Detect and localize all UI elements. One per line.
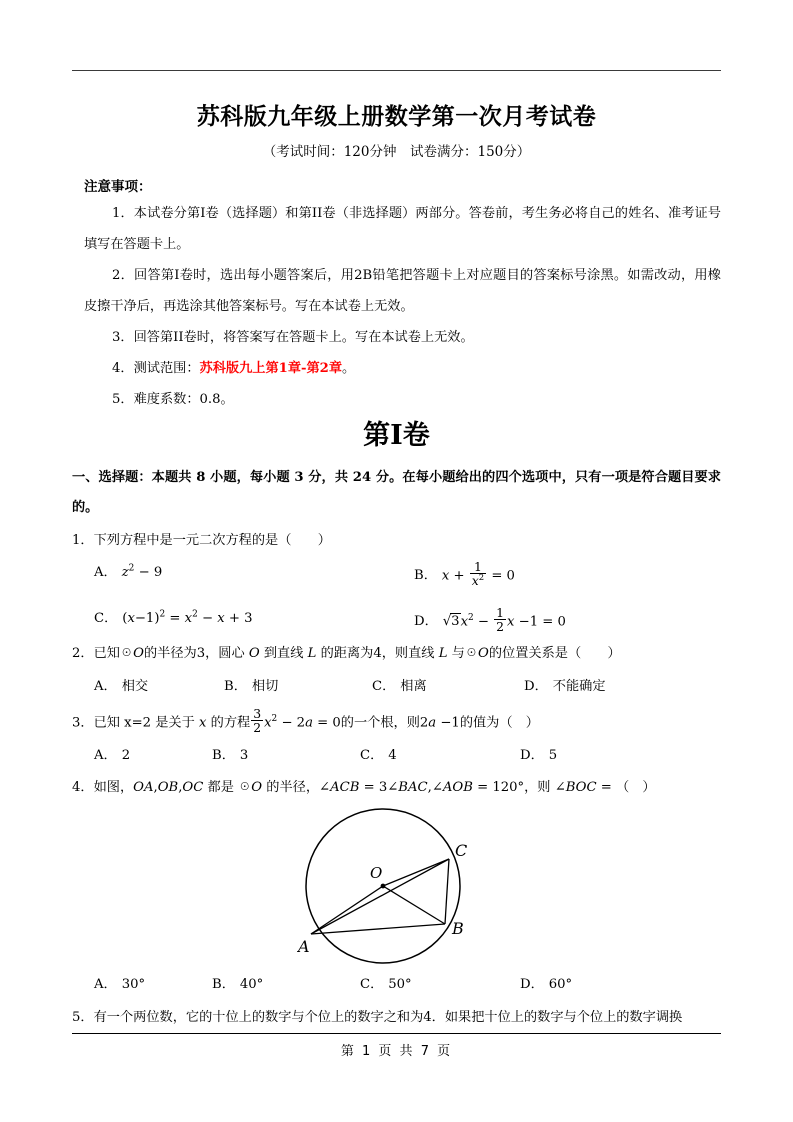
question-2-option-b-label: B． — [224, 679, 247, 694]
question-3-option-d-label: D． — [520, 748, 544, 764]
question-2-option-d-text: 不能确定 — [552, 679, 606, 694]
question-1-options-row-2 — [72, 606, 721, 640]
question-4-options — [72, 972, 721, 994]
question-2-option-a-label: A． — [94, 679, 117, 694]
question-1-option-a[interactable]: A． $z^2 - 9$ — [94, 563, 163, 580]
notice-list — [84, 198, 721, 415]
notice-item-4 — [84, 353, 721, 384]
header-divider — [72, 70, 721, 71]
question-4-option-a[interactable] — [94, 972, 145, 998]
question-4-number: 4． — [72, 780, 94, 795]
notice-item-3: 3．回答第II卷时，将答案写在答题卡上。写在本试卷上无效。 — [112, 330, 474, 345]
question-2 — [72, 641, 721, 696]
question-4-stem: 4．如图，OA,OB,OC 都是 ☉O 的半径，∠ACB = 3∠BAC,∠AOB = 120°，则 ∠BOC = （ ） — [72, 780, 656, 795]
question-4-option-d-text: 60° — [548, 977, 573, 992]
question-4-figure — [72, 806, 721, 975]
question-4-option-c[interactable] — [360, 972, 412, 998]
choice-section-intro: 一、选择题：本题共 8 小题，每小题 3 分，共 24 分。在每小题给出的四个选项中，只有一项是符合题目要求的。 — [72, 470, 721, 515]
question-4-option-b-label: B． — [212, 977, 235, 992]
question-3-option-c-label: C． — [360, 748, 384, 764]
notice-heading: 注意事项： — [84, 179, 152, 195]
notice-item-1: 1．本试卷分第I卷（选择题）和第II卷（非选择题）两部分。答卷前，考生务必将自己的姓名、准考证号填写在答题卡上。 — [84, 206, 721, 252]
question-2-stem: 2．已知☉O的半径为3，圆心 O 到直线 L 的距离为4，则直线 L 与☉O的位置关系是（ ） — [72, 646, 621, 661]
question-4-option-c-text: 50° — [388, 977, 412, 992]
question-3-option-a[interactable] — [94, 743, 130, 769]
center-point-dot — [380, 884, 385, 889]
question-3-option-d[interactable] — [520, 743, 557, 769]
question-2-option-b-text: 相切 — [251, 679, 279, 694]
question-1-number: 1． — [72, 533, 94, 548]
question-1-options-row-1 — [72, 560, 721, 594]
question-1-option-b[interactable]: B． x + $\frac{1}{x^2}$ = 0 — [414, 559, 515, 589]
question-2-option-a[interactable] — [94, 674, 148, 700]
part-one-heading: 第I卷 — [363, 420, 430, 451]
segment-ab — [311, 924, 445, 934]
question-4-option-c-label: C． — [360, 977, 384, 992]
question-4-option-b[interactable] — [212, 972, 263, 998]
exam-subtitle: （考试时间：120分钟 试卷满分：150分） — [262, 144, 531, 160]
question-3-option-b-text: 3 — [239, 748, 249, 764]
question-1-option-d-label: D． — [414, 614, 438, 630]
question-4-option-a-text: 30° — [121, 977, 146, 992]
question-2-number: 2． — [72, 646, 94, 661]
question-5-number: 5． — [72, 1010, 94, 1025]
question-1-option-c[interactable]: C． $(x-1)^2 = x^2 - x + 3$ — [94, 609, 253, 626]
label-o: O — [369, 864, 382, 882]
question-4-option-a-label: A． — [94, 977, 117, 992]
question-4-option-b-text: 40° — [239, 977, 264, 992]
page-title: 苏科版九年级上册数学第一次月考试卷 — [196, 103, 597, 130]
question-3-options — [72, 743, 721, 765]
question-1-option-b-label: B． — [414, 568, 437, 584]
question-2-option-d-label: D． — [524, 679, 548, 694]
question-3-option-d-text: 5 — [548, 748, 558, 764]
question-5-stem — [72, 1005, 721, 1031]
question-3-option-a-text: 2 — [121, 748, 131, 764]
segment-oa — [311, 886, 383, 934]
notice-item-5: 5．难度系数：0.8。 — [112, 392, 234, 407]
question-3-option-b[interactable] — [212, 743, 248, 769]
question-1-option-d[interactable]: D． $√3x^2$ − $\frac{1}{2}$ x −1 = 0 — [414, 605, 566, 635]
footer-divider — [72, 1033, 721, 1034]
notice-4-prefix: 4．测试范围： — [112, 361, 200, 376]
notice-4-suffix: 。 — [342, 361, 356, 376]
question-5-text: 有一个两位数，它的十位上的数字与个位上的数字之和为4．如果把十位上的数字与个位上的数字调换 — [93, 1010, 683, 1025]
segment-ob — [383, 886, 445, 924]
notice-item-2: 2．回答第I卷时，选出每小题答案后，用2B铅笔把答题卡上对应题目的答案标号涂黑。如需改动，用橡皮擦干净后，再选涂其他答案标号。写在本试卷上无效。 — [84, 268, 721, 314]
question-3 — [72, 707, 721, 765]
question-3-option-b-label: B． — [212, 748, 235, 764]
question-5 — [72, 1005, 721, 1031]
question-2-option-d[interactable] — [524, 674, 606, 700]
question-2-option-c-text: 相离 — [400, 679, 427, 694]
question-2-option-b[interactable] — [224, 674, 278, 700]
page-footer: 第 1 页 共 7 页 — [340, 1044, 453, 1059]
question-3-option-c-text: 4 — [388, 748, 397, 764]
question-1-option-a-label: A． — [94, 565, 117, 580]
label-b: B — [451, 919, 464, 938]
label-c: C — [454, 841, 467, 860]
label-a: A — [297, 937, 310, 956]
question-2-option-c-label: C． — [372, 679, 396, 694]
question-2-options — [72, 674, 721, 696]
question-3-option-a-label: A． — [94, 748, 117, 764]
question-2-option-a-text: 相交 — [121, 679, 149, 694]
question-4-option-d-label: D． — [520, 977, 544, 992]
segment-bc — [445, 859, 449, 924]
question-3-number: 3． — [72, 715, 94, 731]
question-1-stem: 1．下列方程中是一元二次方程的是（ ） — [72, 533, 331, 548]
question-4 — [72, 775, 721, 801]
question-4-option-d[interactable] — [520, 972, 572, 998]
question-4-options-wrap — [72, 972, 721, 994]
circle-diagram-svg — [297, 806, 497, 971]
question-2-option-c[interactable] — [372, 674, 427, 700]
question-3-option-c[interactable] — [360, 743, 397, 769]
question-1-option-c-label: C． — [94, 611, 118, 626]
question-1 — [72, 528, 721, 640]
question-3-stem: 3．已知 x=2 是关于 x 的方程 $\frac{3}{2}$ $x^2 - 2a = 0$的一个根，则2a −1的值为（ ） — [72, 706, 539, 736]
segment-oc — [383, 859, 449, 886]
test-range-highlight: 苏科版九上第1章-第2章 — [199, 361, 343, 376]
